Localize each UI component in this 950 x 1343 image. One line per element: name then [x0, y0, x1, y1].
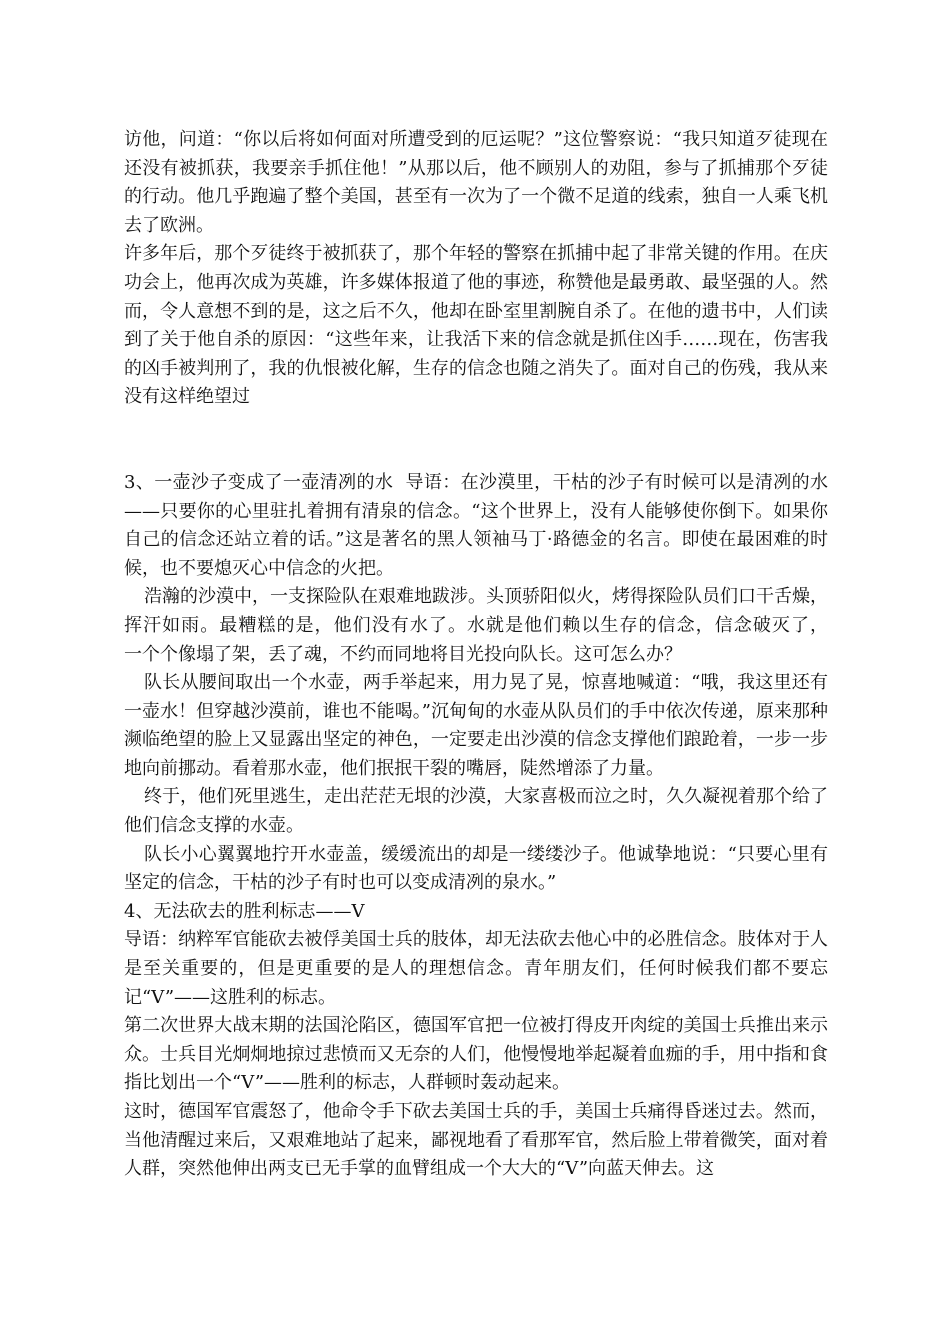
story3-intro: 3、一壶沙子变成了一壶清冽的水 导语：在沙漠里，干枯的沙子有时候可以是清冽的水——只要你的心里驻扎着拥有清泉的信念。“这个世界上，没有人能够使你倒下。如果你自己的信念还站立着的话。”这是著名的黑人领袖马丁·路德金的名言。即使在最困难的时候，也不要熄灭心中信念的火把。: [124, 471, 828, 579]
story4-title: 4、无法砍去的胜利标志——V: [124, 900, 365, 922]
story4-paragraph-2: 这时，德国军官震怒了，他命令手下砍去美国士兵的手，美国士兵痛得昏迷过去。然而，当他清醒过来后，又艰难地站了起来，鄙视地看了看那军官，然后脸上带着微笑，面对着人群，突然他伸出两支已无手掌的血臂组成一个大大的“V”向蓝天伸去。这: [124, 1101, 828, 1180]
story3-paragraph-3: 终于，他们死里逃生，走出茫茫无垠的沙漠，大家喜极而泣之时，久久凝视着那个给了他们信念支撑的水壶。: [124, 786, 828, 837]
story4-paragraph-1: 第二次世界大战末期的法国沦陷区，德国军官把一位被打得皮开肉绽的美国士兵推出来示众。士兵目光炯炯地掠过悲愤而又无奈的人们，他慢慢地举起凝着血痂的手，用中指和食指比划出一个“V”——胜利的标志，人群顿时轰动起来。: [124, 1015, 828, 1094]
paragraph-police-suicide: 许多年后，那个歹徒终于被抓获了，那个年轻的警察在抓捕中起了非常关键的作用。在庆功会上，他再次成为英雄，许多媒体报道了他的事迹，称赞他是最勇敢、最坚强的人。然而，令人意想不到的是，这之后不久，他却在卧室里割腕自杀了。在他的遗书中，人们读到了关于他自杀的原因：“这些年来，让我活下来的信念就是抓住凶手……现在，伤害我的凶手被判刑了，我的仇恨被化解，生存的信念也随之消失了。面对自己的伤残，我从来没有这样绝望过: [124, 243, 828, 408]
story3-paragraph-4: 队长小心翼翼地拧开水壶盖，缓缓流出的却是一缕缕沙子。他诚挚地说：“只要心里有坚定的信念，干枯的沙子有时也可以变成清冽的泉水。”: [124, 843, 828, 894]
paragraph-police-interview: 访他，问道：“你以后将如何面对所遭受到的厄运呢？”这位警察说：“我只知道歹徒现在还没有被抓获，我要亲手抓住他！”从那以后，他不顾别人的劝阻，参与了抓捕那个歹徒的行动。他几乎跑遍了整个美国，甚至有一次为了一个微不足道的线索，独自一人乘飞机去了欧洲。: [124, 129, 828, 236]
section-spacer: [124, 412, 828, 469]
document-page: [124, 126, 851, 1184]
story4-intro: 导语：纳粹军官能砍去被俘美国士兵的肢体，却无法砍去他心中的必胜信念。肢体对于人是至关重要的，但是更重要的是人的理想信念。青年朋友们，任何时候我们都不要忘记“V”——这胜利的标志。: [124, 929, 828, 1008]
story3-paragraph-2: 队长从腰间取出一个水壶，两手举起来，用力晃了晃，惊喜地喊道：“哦，我这里还有一壶水！但穿越沙漠前，谁也不能喝。”沉甸甸的水壶从队员们的手中依次传递，原来那种濒临绝望的脸上又显露出坚定的神色，一定要走出沙漠的信念支撑他们踉跄着，一步一步地向前挪动。看着那水壶，他们抿抿干裂的嘴唇，陡然增添了力量。: [124, 672, 828, 779]
story3-paragraph-1: 浩瀚的沙漠中，一支探险队在艰难地跋涉。头顶骄阳似火，烤得探险队员们口干舌燥，挥汗如雨。最糟糕的是，他们没有水了。水就是他们赖以生存的信念，信念破灭了， 一个个像塌了架，丢了魂，不约而同地将目光投向队长。这可怎么办？: [124, 586, 851, 665]
